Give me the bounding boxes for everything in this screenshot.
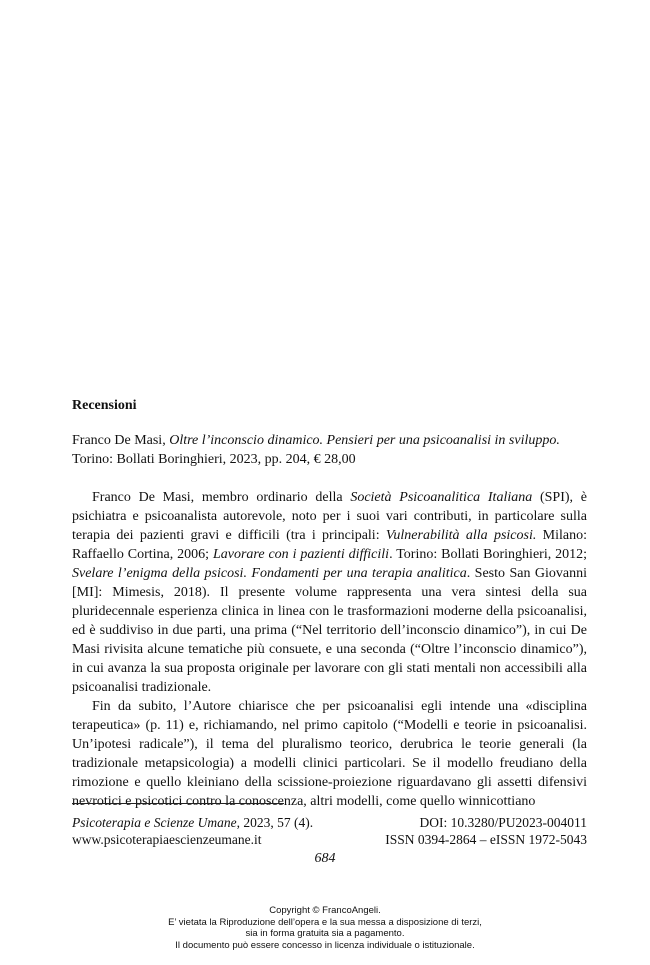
journal-website: www.psicoterapiaescienzeumane.it <box>72 832 262 847</box>
citation-title: Oltre l’inconscio dinamico. Pensieri per una psicoanalisi in sviluppo. <box>169 433 560 448</box>
text-run: Fin da subito, l’Autore chiarisce che per psicoanalisi egli intende una «disciplina terapeutica» (p. 11) e, richiamando, nel primo capitolo (“Modelli e teorie in psicoanalisi. Un’ipotesi radicale”), il tema del pluralismo teorico, derubrica le teorie generali (la tradizionale metapsicologia) a modelli clinici particolari. Se il modello freudiano della rimozione e quello kleiniano della scissione-proiezione riguardavano gli assetti difensivi nevrotici e psicotici contro la conoscenza, altri modelli, come quello winnicottiano <box>72 699 587 809</box>
text-run: (SPI), è psichiatra e psicoanalista autorevole, noto per i suoi vari contributi, in particolare sulla terapia dei pazienti gravi e difficili (tra i principali: <box>72 490 587 543</box>
book-citation <box>72 431 587 469</box>
text-run: . Sesto San Giovanni [MI]: Mimesis, 2018). Il presente volume rappresenta una vera sintesi della sua pluridecennale esperienza clinica in linea con le trasformazioni moderne della psicoanalisi, ed è suddiviso in due parti, una prima (“Nel territorio dell’inconscio dinamico”), in cui De Masi rivisita alcune tematiche più consuete, e una seconda (“Oltre l’inconscio dinamico”), in cui avanza la sua proposta originale per lavorare con gli stati mentali non accessibili alla psicoanalisi tradizionale. <box>72 566 587 695</box>
text-run: Franco De Masi, membro ordinario della <box>92 490 351 505</box>
footnote-rule <box>72 803 284 804</box>
italic-text-run: Società Psicoanalitica Italiana <box>350 490 533 505</box>
doi: DOI: 10.3280/PU2023-004011 <box>419 815 587 830</box>
copyright-line: sia in forma gratuita sia a pagamento. <box>245 928 405 939</box>
copyright-notice <box>0 905 650 951</box>
citation-publication: Torino: Bollati Boringhieri, 2023, pp. 204, € 28,00 <box>72 452 356 467</box>
italic-text-run: Lavorare con i pazienti difficili <box>212 547 390 562</box>
page-number: 684 <box>314 851 336 866</box>
italic-text-run: Svelare l’enigma della psicosi. Fondamenti per una terapia analitica <box>72 566 467 581</box>
review-body <box>72 488 587 811</box>
text-run: . Torino: Bollati Boringhieri, 2012; <box>389 547 588 562</box>
issn: ISSN 0394-2864 – eISSN 1972-5043 <box>385 832 587 847</box>
citation-author: Franco De Masi, <box>72 433 166 448</box>
journal-name: Psicoterapia e Scienze Umane <box>72 815 237 830</box>
journal-footer <box>72 814 587 848</box>
paragraph <box>72 488 587 697</box>
copyright-line: E’ vietata la Riproduzione dell’opera e la sua messa a disposizione di terzi, <box>168 916 482 928</box>
italic-text-run: Vulnerabilità alla psicosi. <box>385 528 537 543</box>
copyright-line: Copyright © FrancoAngeli. <box>269 905 381 916</box>
paragraph <box>72 697 587 811</box>
copyright-line: Il documento può essere concesso in licenza individuale o istituzionale. <box>175 939 475 951</box>
journal-details: , 2023, 57 (4). <box>236 815 314 830</box>
journal-reference <box>72 814 313 831</box>
text-run: Milano: Raffaello Cortina, 2006; <box>72 528 587 562</box>
section-title: Recensioni <box>72 398 137 413</box>
